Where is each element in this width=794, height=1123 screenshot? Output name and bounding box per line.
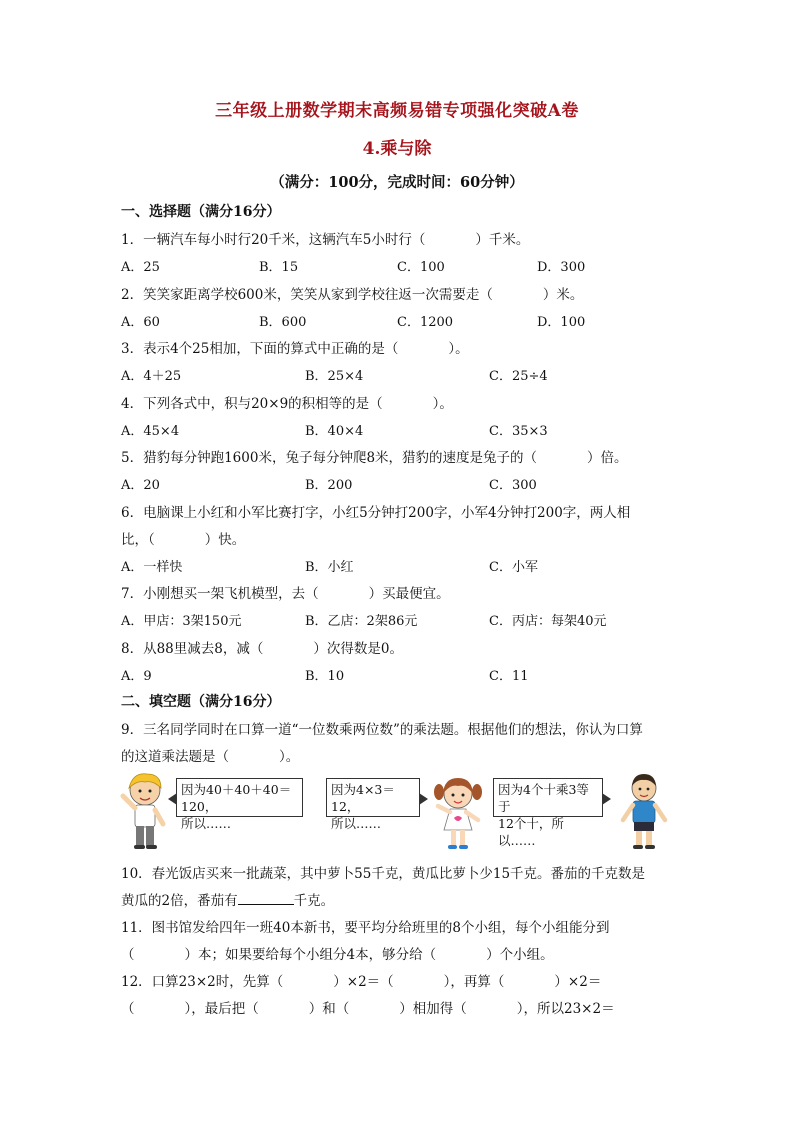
question-12-cont: （ ），最后把（ ）和（ ）相加得（ ），所以23×2＝: [121, 1001, 615, 1017]
option-a[interactable]: A．甲店：3架150元: [121, 614, 242, 629]
question-7: 7．小刚想买一架飞机模型，去（ ）买最便宜。: [121, 586, 450, 602]
option-a[interactable]: A．4＋25: [121, 369, 182, 384]
answer-underline[interactable]: [238, 892, 294, 905]
option-b[interactable]: B．200: [305, 478, 353, 493]
bubble-text: 所以……: [331, 816, 382, 831]
option-b[interactable]: B．25×4: [305, 369, 364, 384]
option-a[interactable]: A．60: [121, 315, 160, 330]
worksheet-title: 三年级上册数学期末高频易错专项强化突破A卷: [215, 101, 579, 121]
question-11: 11．图书馆发给四年一班40本新书，要平均分给班里的8个小组，每个小组能分到: [121, 920, 610, 936]
question-9: 9．三名同学同时在口算一道“一位数乘两位数”的乘法题。根据他们的想法，你认为口算: [121, 722, 643, 738]
boy-yellow-hair-illustration: [119, 770, 171, 850]
question-10: 10．春光饭店买来一批蔬菜，其中萝卜55千克，黄瓜比萝卜少15千克。番茄的千克数是: [121, 866, 646, 882]
question-3: 3．表示4个25相加，下面的算式中正确的是（ ）。: [121, 341, 469, 357]
bubble-text: 因为40＋40＋40＝120，: [181, 782, 292, 814]
question-10-cont: 黄瓜的2倍，番茄有 千克。: [121, 893, 335, 909]
question-11-cont: （ ）本；如果要给每个小组分4本，够分给（ ）个小组。: [121, 947, 554, 963]
question-4: 4．下列各式中，积与20×9的积相等的是（ ）。: [121, 396, 453, 412]
question-6-cont: 比，（ ）快。: [121, 532, 246, 548]
speech-bubble-3: [493, 778, 603, 848]
option-a[interactable]: A．45×4: [121, 424, 180, 439]
option-b[interactable]: B．15: [259, 260, 299, 275]
section-choice-title: 一、选择题（满分16分）: [121, 204, 281, 220]
option-b[interactable]: B．600: [259, 315, 307, 330]
option-d[interactable]: D．300: [537, 260, 586, 275]
question-8: 8．从88里减去8，减（ ）次得数是0。: [121, 641, 403, 657]
option-a[interactable]: A．20: [121, 478, 160, 493]
option-c[interactable]: C．小军: [489, 560, 538, 575]
option-a[interactable]: A．9: [121, 669, 152, 684]
bubble-text: 因为4×3＝12，: [331, 782, 395, 814]
option-c[interactable]: C．11: [489, 669, 529, 684]
score-time-info: （满分：100分，完成时间：60分钟）: [270, 174, 524, 191]
option-b[interactable]: B．小红: [305, 560, 354, 575]
option-d[interactable]: D．100: [537, 315, 586, 330]
worksheet-subtitle: 4.乘与除: [362, 139, 432, 159]
bubble-text: 因为4个十乘3等于: [498, 782, 589, 814]
question-1: 1．一辆汽车每小时行20千米，这辆汽车5小时行（ ）千米。: [121, 232, 530, 248]
section-fill-title: 二、填空题（满分16分）: [121, 694, 281, 710]
option-c[interactable]: C．100: [397, 260, 445, 275]
option-a[interactable]: A．一样快: [121, 560, 183, 575]
bubble-text: 所以……: [181, 816, 232, 831]
option-c[interactable]: C．丙店：每架40元: [489, 614, 607, 629]
option-b[interactable]: B．40×4: [305, 424, 364, 439]
question-6: 6．电脑课上小红和小军比赛打字，小红5分钟打200字，小军4分钟打200字，两人相: [121, 505, 631, 521]
question-2: 2．笑笑家距离学校600米，笑笑从家到学校往返一次需要走（ ）米。: [121, 287, 584, 303]
boy-blue-shirt-illustration: [617, 770, 671, 852]
bubble-text: 12个十，所以……: [498, 816, 564, 848]
question-12: 12．口算23×2时，先算（ ）×2＝（ ），再算（ ）×2＝: [121, 974, 602, 990]
option-c[interactable]: C．1200: [397, 315, 454, 330]
speech-bubble-1: [176, 778, 303, 831]
option-b[interactable]: B．乙店：2架86元: [305, 614, 418, 629]
question-5: 5．猎豹每分钟跑1600米，兔子每分钟爬8米，猎豹的速度是兔子的（ ）倍。: [121, 450, 628, 466]
option-c[interactable]: C．25÷4: [489, 369, 548, 384]
speech-bubble-2: [326, 778, 420, 831]
girl-illustration: [430, 772, 486, 852]
option-c[interactable]: C．35×3: [489, 424, 548, 439]
option-a[interactable]: A．25: [121, 260, 160, 275]
option-c[interactable]: C．300: [489, 478, 537, 493]
option-b[interactable]: B．10: [305, 669, 345, 684]
question-9-cont: 的这道乘法题是（ ）。: [121, 749, 300, 765]
